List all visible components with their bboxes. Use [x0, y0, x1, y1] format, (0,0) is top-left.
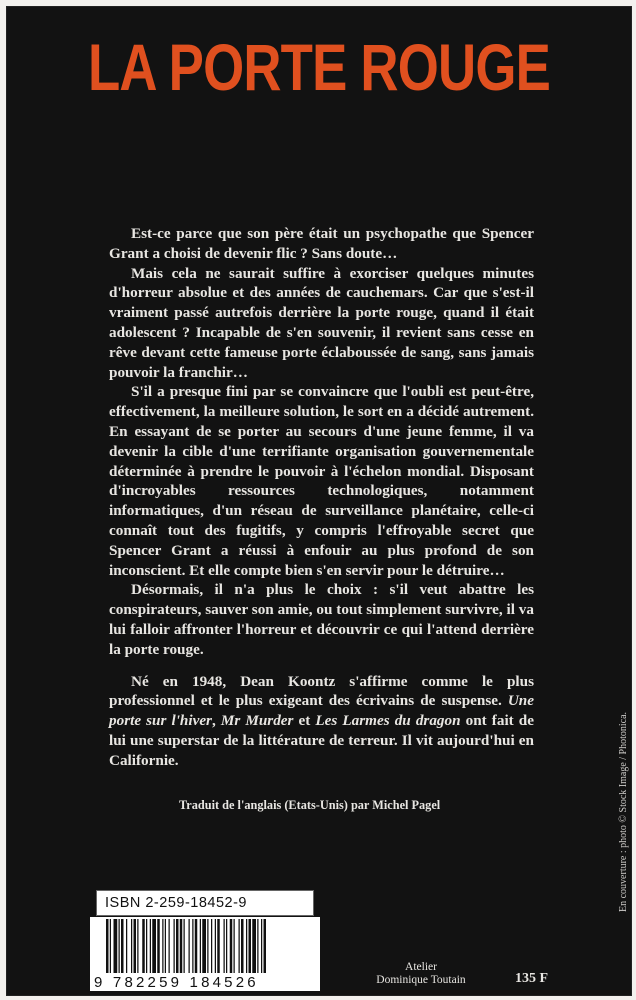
- author-bio-text: Né en 1948, Dean Koontz s'affirme comme le plus professionnel et le plus exigeant des écrivains de suspense.: [109, 672, 534, 710]
- barcode-bar: [217, 919, 220, 973]
- blurb-paragraph-3: S'il a presque fini par se convaincre que l'oubli est peut-être, effectivement, la meilleure solution, le sort en a décidé autrement. En essayant de se porter au secours d'une jeune femme, il va devenir la cible d'une terrifiante organisation gouvernementale déterminée à prendre le pouvoir à l'échelon mondial. Disposant d'incroyables ressources technologiques, notamment informatiques, d'un réseau de surveillance planétaire, celle-ci connaît tout des fugitifs, y compris l'effroyable secret que Spencer Grant a réussi à enfouir au plus profond de son inconscient. Et elle compte bien s'en servir pour le détruire…: [109, 383, 534, 579]
- book-title-1: Une porte sur l'hiver: [109, 692, 534, 730]
- barcode-bar: [239, 919, 240, 973]
- barcode-bar: [106, 919, 109, 973]
- blurb-paragraph-1: Est-ce parce que son père était un psychopathe que Spencer Grant a choisi de devenir flic ? Sans doute…: [109, 225, 534, 262]
- barcode-bar: [192, 919, 193, 973]
- barcode-bar: [142, 919, 145, 973]
- barcode-bar: [146, 919, 147, 973]
- author-bio: [109, 672, 534, 771]
- barcode-bar: [257, 919, 258, 973]
- isbn-label: ISBN 2-259-18452-9: [96, 890, 314, 916]
- book-title: LA PORTE ROUGE: [87, 30, 551, 104]
- author-bio-text: ont fait de lui une superstar de la littérature de terreur. Il vit aujourd'hui en Californie.: [109, 712, 534, 769]
- barcode-bar: [121, 919, 124, 973]
- barcode-bar: [195, 919, 198, 973]
- publisher: [356, 961, 486, 987]
- barcode-bar: [200, 919, 201, 973]
- translation-credit: Traduit de l'anglais (Etats-Unis) par Michel Pagel: [179, 798, 441, 812]
- barcode-bar: [119, 919, 120, 973]
- book-title-3: Les Larmes du dragon: [315, 712, 461, 730]
- barcode-bar: [224, 919, 225, 973]
- back-cover: [6, 6, 632, 996]
- barcode: [90, 917, 320, 991]
- publisher-line-2: Dominique Toutain: [376, 974, 466, 986]
- barcode-bar: [215, 919, 216, 973]
- barcode-bar: [246, 919, 247, 973]
- barcode-bars: [90, 917, 320, 977]
- barcode-bar: [126, 919, 127, 973]
- blurb-paragraph-4: Désormais, il n'a plus le choix : s'il veut abattre les conspirateurs, sauver son amie, ou tout simplement survivre, il va lui falloir affronter l'horreur et découvrir ce qui l'attend derrière la porte rouge.: [109, 581, 534, 658]
- barcode-bar: [137, 919, 138, 973]
- barcode-bar: [169, 919, 170, 973]
- blurb: [109, 224, 534, 771]
- barcode-bar: [152, 919, 156, 973]
- barcode-bar: [211, 919, 212, 973]
- barcode-bar: [249, 919, 252, 973]
- cover-photo-credit: En couverture : photo © Stock Image / Photonica.: [618, 711, 629, 912]
- barcode-bar: [176, 919, 179, 973]
- barcode-bar: [174, 919, 175, 973]
- barcode-bar: [131, 919, 132, 973]
- barcode-digits: 9 782259 184526: [94, 974, 259, 991]
- barcode-bar: [230, 919, 233, 973]
- barcode-bar: [150, 919, 151, 973]
- barcode-bar: [234, 919, 235, 973]
- barcode-bar: [110, 919, 111, 973]
- price: 135 F: [515, 971, 549, 986]
- barcode-bar: [180, 919, 183, 973]
- barcode-bar: [207, 919, 208, 973]
- barcode-bar: [252, 919, 256, 973]
- separator: ,: [211, 712, 221, 730]
- barcode-bar: [226, 919, 227, 973]
- blurb-paragraph-2: Mais cela ne saurait suffire à exorciser quelques minutes d'horreur absolue et des années de cauchemars. Car que s'est-il vraiment passé autrefois derrière la porte rouge, quand il était adolescent ? Incapable de s'en souvenir, il revient sans cesse en rêve devant cette fameuse porte éclaboussée de sang, sans jamais pouvoir la franchir…: [109, 264, 534, 381]
- barcode-bar: [241, 919, 244, 973]
- barcode-bar: [202, 919, 206, 973]
- barcode-bar: [134, 919, 137, 973]
- barcode-bar: [264, 919, 267, 973]
- barcode-bar: [157, 919, 160, 973]
- barcode-bar: [189, 919, 190, 973]
- barcode-bar: [165, 919, 166, 973]
- barcode-bar: [114, 919, 118, 973]
- separator: et: [293, 712, 316, 730]
- barcode-bar: [184, 919, 185, 973]
- book-title-2: Mr Murder: [220, 712, 294, 730]
- barcode-bar: [261, 919, 262, 973]
- publisher-line-1: Atelier: [405, 961, 437, 973]
- barcode-bar: [162, 919, 163, 973]
